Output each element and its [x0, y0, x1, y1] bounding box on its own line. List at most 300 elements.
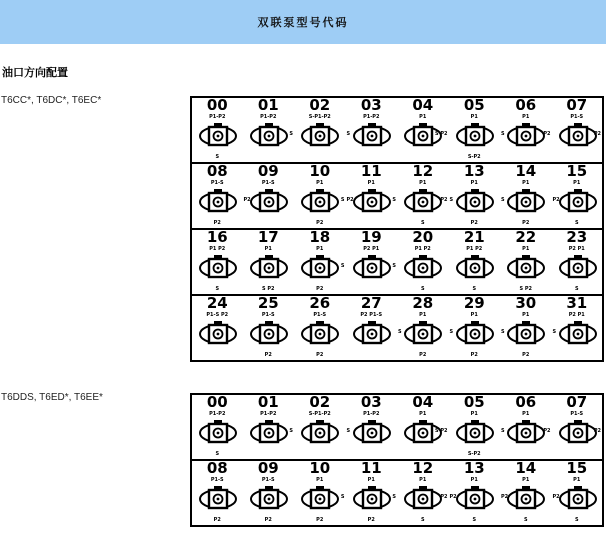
pump-port-diagram-icon: [558, 317, 598, 351]
pump-port-diagram-icon: [249, 185, 289, 219]
pump-port-diagram-icon: [403, 317, 443, 351]
port-code-cell: [294, 97, 346, 163]
port-code-cell: [500, 163, 552, 229]
pump-port-diagram-icon: [198, 185, 238, 219]
table-row: [191, 97, 603, 163]
port-config: [346, 296, 398, 360]
port-label-top: P1: [470, 312, 478, 318]
port-code: 16: [206, 228, 228, 246]
port-code: 18: [309, 228, 331, 246]
port-label-top: P2 P1: [568, 312, 585, 318]
port-code-cell: [397, 460, 449, 526]
port-label-top: P1: [316, 180, 324, 186]
port-label-top: P1-P2: [363, 114, 380, 120]
pump-port-diagram-icon: [455, 185, 495, 219]
port-config: [192, 230, 243, 294]
port-code-cell: [449, 295, 501, 361]
pump-port-diagram-icon: [352, 317, 392, 351]
port-label-bottom: S P2: [519, 286, 532, 292]
port-label-bottom: P2: [522, 352, 530, 358]
port-label-top: P1: [470, 477, 478, 483]
port-code-cell: [397, 229, 449, 295]
model-list-label: T6CC*, T6DC*, T6EC*: [1, 95, 102, 106]
pump-port-diagram-icon: [558, 416, 598, 450]
port-code-cell: [243, 295, 295, 361]
port-code-cell: [397, 295, 449, 361]
port-code-cell: [191, 460, 243, 526]
port-code: 29: [463, 294, 485, 312]
port-code: 03: [360, 96, 382, 114]
port-code-cell: [449, 460, 501, 526]
port-code-cell: [552, 97, 604, 163]
port-config: [397, 395, 449, 459]
port-code: 01: [257, 96, 279, 114]
pump-port-diagram-icon: [506, 251, 546, 285]
port-code: 06: [515, 393, 537, 411]
port-code: 24: [206, 294, 228, 312]
port-label-top: P1: [522, 180, 530, 186]
table-row: [191, 394, 603, 460]
port-label-left: S: [552, 329, 557, 335]
port-code: 27: [360, 294, 382, 312]
port-code: 13: [463, 459, 485, 477]
port-label-top: S-P1-P2: [308, 411, 331, 417]
pump-port-diagram-icon: [300, 251, 340, 285]
port-code: 10: [309, 162, 331, 180]
port-label-bottom: P2: [316, 352, 324, 358]
port-label-bottom: S P2: [262, 286, 275, 292]
port-config: [449, 395, 501, 459]
pump-port-diagram-icon: [249, 317, 289, 351]
port-code-cell: [243, 163, 295, 229]
port-config: [346, 230, 398, 294]
port-label-top: P1-S: [261, 312, 275, 318]
port-config: [552, 461, 603, 525]
port-code-table: [190, 96, 604, 362]
pump-port-diagram-icon: [455, 251, 495, 285]
port-label-top: P1-S: [313, 312, 327, 318]
pump-port-diagram-icon: [506, 185, 546, 219]
port-label-top: P1: [419, 312, 427, 318]
port-code-cell: [397, 97, 449, 163]
pump-port-diagram-icon: [403, 482, 443, 516]
port-label-bottom: S-P2: [467, 451, 481, 457]
port-code-cell: [346, 295, 398, 361]
port-code-cell: [552, 295, 604, 361]
port-code-cell: [500, 295, 552, 361]
port-label-left: S: [501, 197, 505, 203]
port-label-top: P1: [367, 477, 375, 483]
port-config: [294, 395, 346, 459]
pump-port-diagram-icon: [300, 482, 340, 516]
port-config: [243, 230, 295, 294]
port-label-top: P2 P1: [363, 246, 380, 252]
port-label-top: P1-P2: [260, 114, 277, 120]
port-config: [243, 164, 295, 228]
port-code: 01: [257, 393, 279, 411]
port-label-left: S: [501, 131, 505, 137]
port-code-cell: [243, 229, 295, 295]
port-code: 21: [463, 228, 485, 246]
port-label-left: S: [501, 329, 505, 335]
port-config: [192, 461, 243, 525]
model-list-label: T6DDS, T6ED*, T6EE*: [1, 392, 103, 403]
port-code-cell: [449, 229, 501, 295]
port-label-top: P1: [522, 312, 530, 318]
port-label-bottom: S: [215, 286, 220, 292]
port-code: 30: [515, 294, 537, 312]
pump-port-diagram-icon: [249, 416, 289, 450]
port-config: [397, 164, 449, 228]
pump-port-diagram-icon: [506, 482, 546, 516]
port-config: [192, 98, 243, 162]
port-label-top: P1: [419, 180, 427, 186]
port-label-bottom: S: [215, 154, 220, 160]
port-code-cell: [294, 460, 346, 526]
port-label-top: P1: [419, 477, 427, 483]
port-code-cell: [191, 394, 243, 460]
port-code: 09: [257, 459, 279, 477]
port-code-cell: [346, 460, 398, 526]
port-label-top: P1-P2: [209, 114, 226, 120]
port-config: [449, 461, 501, 525]
port-code: 09: [257, 162, 279, 180]
port-code-cell: [243, 394, 295, 460]
port-label-top: P1: [264, 246, 272, 252]
port-code: 11: [360, 162, 382, 180]
pump-port-diagram-icon: [455, 482, 495, 516]
port-config: [552, 98, 603, 162]
table-row: [191, 460, 603, 526]
port-config: [294, 461, 346, 525]
pump-port-diagram-icon: [249, 482, 289, 516]
port-config: [346, 164, 398, 228]
port-code-cell: [346, 229, 398, 295]
port-code: 14: [515, 459, 537, 477]
port-config: [449, 164, 501, 228]
table-row: [191, 163, 603, 229]
port-config: [397, 98, 449, 162]
port-config: [397, 296, 449, 360]
port-label-top: P1: [470, 411, 478, 417]
port-code-cell: [500, 460, 552, 526]
port-label-top: P1: [316, 477, 324, 483]
port-label-bottom: P2: [316, 286, 324, 292]
pump-port-diagram-icon: [352, 119, 392, 153]
port-code: 04: [412, 393, 434, 411]
port-label-left: S: [449, 329, 454, 335]
pump-port-diagram-icon: [198, 119, 238, 153]
port-label-right: P2: [440, 197, 448, 203]
port-config: [294, 98, 346, 162]
port-code: 08: [206, 459, 228, 477]
pump-port-diagram-icon: [300, 185, 340, 219]
port-label-top: P1-S: [570, 411, 584, 417]
port-label-bottom: P2: [470, 352, 478, 358]
port-code: 02: [309, 96, 331, 114]
port-code-cell: [552, 163, 604, 229]
pump-port-diagram-icon: [403, 185, 443, 219]
port-config: [294, 296, 346, 360]
port-label-bottom: S: [420, 286, 425, 292]
port-label-bottom: P2: [213, 220, 221, 226]
port-label-left: P2: [243, 197, 251, 203]
port-label-left: P2: [501, 494, 509, 500]
port-label-right: S: [340, 494, 345, 500]
port-code: 28: [412, 294, 434, 312]
port-config: [500, 461, 552, 525]
port-code: 11: [360, 459, 382, 477]
port-label-left: P2: [552, 197, 560, 203]
port-code-cell: [552, 394, 604, 460]
port-code-cell: [243, 97, 295, 163]
port-label-left: P2: [346, 197, 354, 203]
port-config: [346, 395, 398, 459]
port-code: 12: [412, 459, 434, 477]
port-label-top: P1: [522, 246, 530, 252]
port-label-right: S: [392, 263, 396, 269]
port-label-bottom: P2: [419, 352, 427, 358]
pump-port-diagram-icon: [352, 416, 392, 450]
port-code-cell: [294, 163, 346, 229]
port-label-right: S: [392, 197, 396, 203]
port-code: 14: [515, 162, 537, 180]
table-row: [191, 229, 603, 295]
port-label-top: P1: [419, 114, 427, 120]
pump-port-diagram-icon: [558, 185, 598, 219]
port-code-cell: [191, 163, 243, 229]
port-label-right: S: [340, 263, 345, 269]
pump-port-diagram-icon: [506, 317, 546, 351]
port-label-top: P1-S: [210, 180, 224, 186]
port-label-right: S P2: [435, 131, 448, 137]
port-label-top: P1-S: [210, 477, 224, 483]
port-code-cell: [500, 97, 552, 163]
port-label-top: P1-S: [261, 477, 275, 483]
port-config: [449, 296, 501, 360]
port-label-top: P1: [573, 180, 581, 186]
port-label-top: P1: [522, 477, 530, 483]
port-code-cell: [500, 229, 552, 295]
port-label-top: P1-S: [261, 180, 275, 186]
port-config: [449, 230, 501, 294]
port-code-cell: [346, 394, 398, 460]
port-label-bottom: P2: [264, 352, 272, 358]
port-label-bottom: S: [574, 517, 579, 523]
port-code-cell: [191, 229, 243, 295]
port-label-top: P1-P2: [260, 411, 277, 417]
port-config: [243, 461, 295, 525]
port-code-cell: [346, 163, 398, 229]
pump-port-diagram-icon: [300, 317, 340, 351]
pump-port-diagram-icon: [558, 119, 598, 153]
port-code: 04: [412, 96, 434, 114]
port-label-top: P1 P2: [466, 246, 483, 252]
port-config: [500, 164, 552, 228]
port-config: [346, 98, 398, 162]
port-config: [192, 395, 243, 459]
port-label-right: S: [289, 428, 293, 434]
port-label-left: P2: [449, 494, 457, 500]
port-code: 25: [257, 294, 279, 312]
port-config: [552, 395, 603, 459]
port-label-bottom: P2: [470, 220, 478, 226]
port-code: 20: [412, 228, 434, 246]
port-label-top: P1: [367, 180, 375, 186]
port-label-top: P1: [522, 114, 530, 120]
port-code: 10: [309, 459, 331, 477]
port-label-left: S: [501, 428, 505, 434]
port-config: [294, 164, 346, 228]
port-label-top: P1: [573, 477, 581, 483]
port-code: 07: [566, 96, 588, 114]
port-code: 00: [206, 96, 228, 114]
port-label-right: S: [289, 131, 293, 137]
header-bar: [0, 0, 606, 44]
port-config: [397, 461, 449, 525]
pump-port-diagram-icon: [403, 251, 443, 285]
port-label-top: P1: [316, 246, 324, 252]
table-row: [191, 295, 603, 361]
port-code: 23: [566, 228, 588, 246]
port-code: 02: [309, 393, 331, 411]
port-label-bottom: S: [215, 451, 220, 457]
port-label-right: P2: [593, 131, 601, 137]
port-label-bottom: S-P2: [467, 154, 481, 160]
port-config: [500, 230, 552, 294]
port-code-cell: [552, 460, 604, 526]
port-code: 05: [463, 96, 485, 114]
port-code-cell: [449, 163, 501, 229]
pump-port-diagram-icon: [198, 251, 238, 285]
port-code-cell: [552, 229, 604, 295]
port-label-bottom: S: [420, 517, 425, 523]
port-label-bottom: P2: [367, 517, 375, 523]
pump-port-diagram-icon: [506, 416, 546, 450]
port-label-right: S P2: [435, 428, 448, 434]
pump-port-diagram-icon: [249, 119, 289, 153]
port-config: [552, 230, 603, 294]
port-code: 13: [463, 162, 485, 180]
port-label-top: P1-P2: [363, 411, 380, 417]
port-code: 05: [463, 393, 485, 411]
port-code-cell: [294, 394, 346, 460]
pump-port-diagram-icon: [352, 251, 392, 285]
pump-port-diagram-icon: [455, 119, 495, 153]
pump-port-diagram-icon: [300, 119, 340, 153]
port-label-top: P2 P1-S: [360, 312, 383, 318]
port-code: 17: [257, 228, 279, 246]
port-code-cell: [346, 97, 398, 163]
port-label-bottom: S: [523, 517, 528, 523]
pump-port-diagram-icon: [455, 317, 495, 351]
port-config: [294, 230, 346, 294]
port-code-cell: [449, 97, 501, 163]
port-label-top: S-P1-P2: [308, 114, 331, 120]
port-label-top: P1-P2: [209, 411, 226, 417]
port-label-top: P1: [419, 411, 427, 417]
port-label-top: P1 P2: [209, 246, 226, 252]
port-label-bottom: S: [574, 286, 579, 292]
pump-port-diagram-icon: [249, 251, 289, 285]
port-code: 06: [515, 96, 537, 114]
port-code-cell: [449, 394, 501, 460]
port-code: 15: [566, 459, 588, 477]
port-label-right: P2: [543, 428, 551, 434]
port-code: 22: [515, 228, 537, 246]
port-code: 07: [566, 393, 588, 411]
port-config: [500, 395, 552, 459]
port-label-top: P2 P1: [568, 246, 585, 252]
pump-port-diagram-icon: [198, 416, 238, 450]
port-config: [346, 461, 398, 525]
pump-port-diagram-icon: [558, 251, 598, 285]
port-label-bottom: S: [574, 220, 579, 226]
port-code-cell: [294, 295, 346, 361]
port-config: [243, 98, 295, 162]
port-code: 15: [566, 162, 588, 180]
port-code: 31: [566, 294, 588, 312]
port-config: [449, 98, 501, 162]
port-label-left: S: [398, 329, 402, 335]
port-config: [500, 296, 552, 360]
port-code-cell: [191, 295, 243, 361]
port-label-right: P2: [440, 494, 448, 500]
pump-port-diagram-icon: [198, 482, 238, 516]
port-config: [552, 296, 603, 360]
pump-port-diagram-icon: [352, 482, 392, 516]
pump-port-diagram-icon: [455, 416, 495, 450]
port-code-cell: [397, 163, 449, 229]
port-label-top: P1 P2: [414, 246, 431, 252]
port-label-right: S: [392, 494, 396, 500]
pump-port-diagram-icon: [506, 119, 546, 153]
port-label-right: S: [340, 197, 345, 203]
port-config: [500, 98, 552, 162]
port-label-left: S: [346, 131, 351, 137]
port-label-top: P1: [470, 114, 478, 120]
port-config: [192, 296, 243, 360]
port-code-cell: [294, 229, 346, 295]
port-label-bottom: P2: [213, 517, 221, 523]
port-label-left: P2: [552, 494, 560, 500]
port-config: [397, 230, 449, 294]
pump-port-diagram-icon: [352, 185, 392, 219]
port-label-left: S: [346, 428, 351, 434]
port-label-bottom: P2: [316, 220, 324, 226]
port-config: [552, 164, 603, 228]
port-label-bottom: P2: [264, 517, 272, 523]
port-label-top: P1-S P2: [206, 312, 229, 318]
pump-port-diagram-icon: [198, 317, 238, 351]
port-label-bottom: S: [472, 286, 477, 292]
pump-port-diagram-icon: [300, 416, 340, 450]
port-code-table: [190, 393, 604, 527]
port-label-left: S: [449, 197, 454, 203]
port-code: 03: [360, 393, 382, 411]
port-code-cell: [397, 394, 449, 460]
port-code: 26: [309, 294, 331, 312]
port-code: 19: [360, 228, 382, 246]
port-code: 08: [206, 162, 228, 180]
port-code-cell: [500, 394, 552, 460]
port-code: 12: [412, 162, 434, 180]
port-config: [192, 164, 243, 228]
pump-port-diagram-icon: [558, 482, 598, 516]
section-heading: 油口方向配置: [2, 66, 68, 79]
port-label-bottom: S: [420, 220, 425, 226]
port-code-cell: [243, 460, 295, 526]
